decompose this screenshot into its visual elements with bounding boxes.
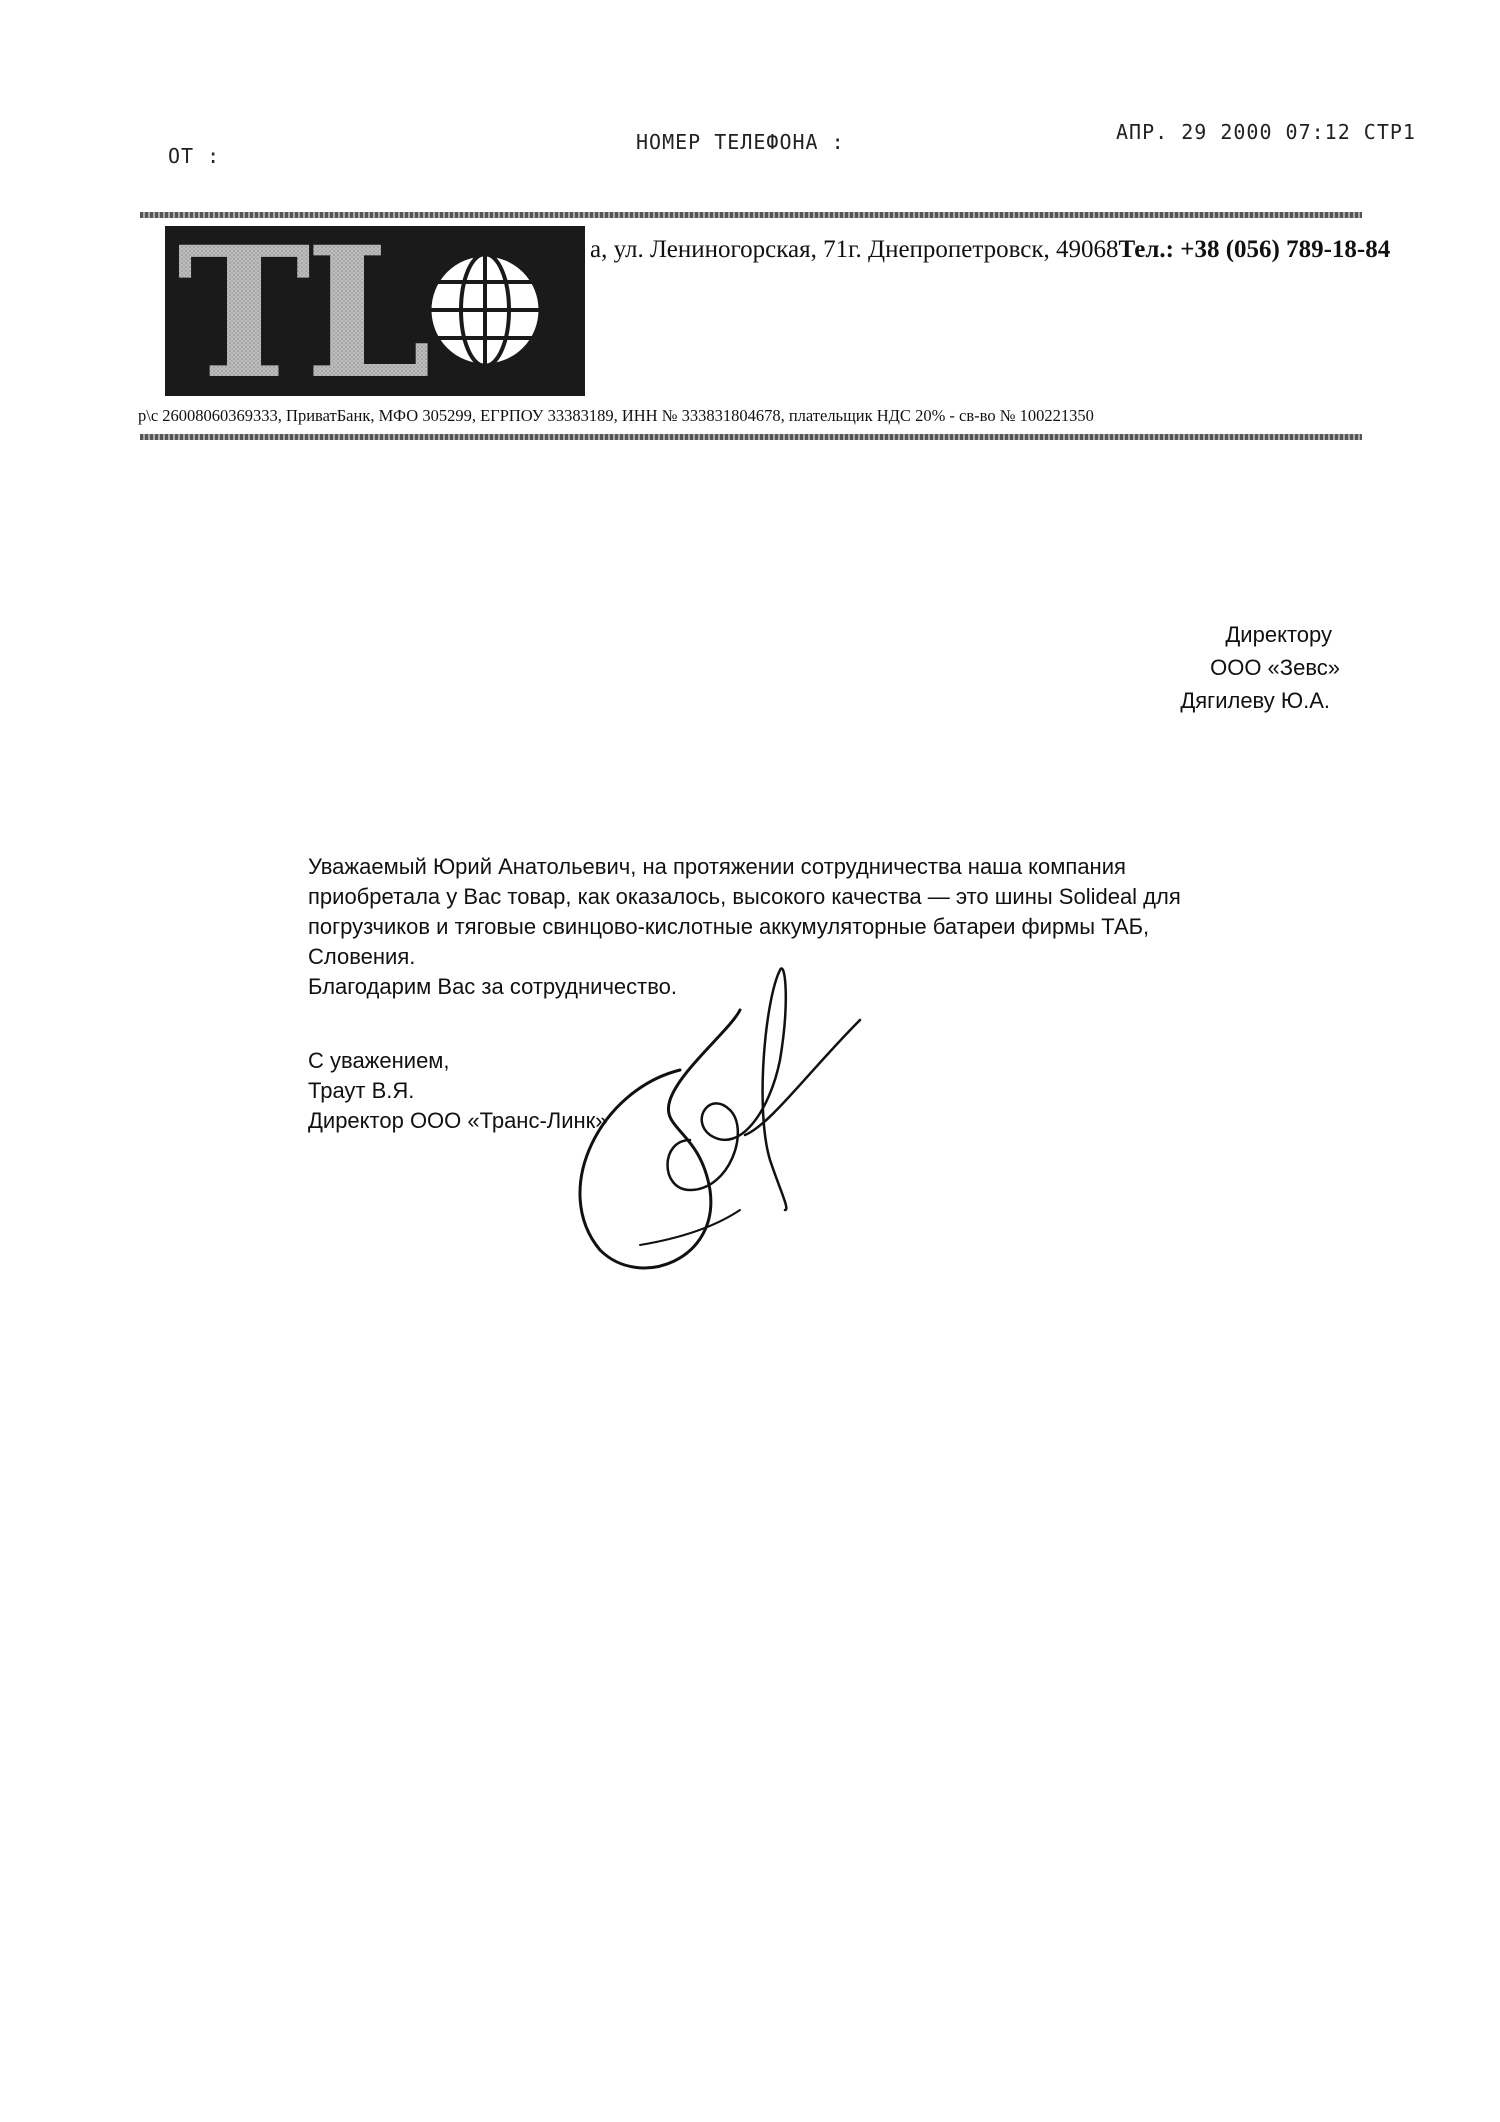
signatory-position: Директор ООО «Транс-Линк» [308,1108,608,1133]
company-phone: Тел.: +38 (056) 789-18-84 [1118,236,1391,263]
fax-phone: НОМЕР ТЕЛЕФОНА : [636,130,845,154]
fax-from: ОТ : [168,144,221,168]
recipient-block [1180,618,1340,717]
company-address: а, ул. Лениногорская, 71г. Днепропетровск, 49068 [590,236,1119,263]
company-logo [165,226,585,396]
recipient-company: ООО «Зевс» [1210,655,1340,680]
recipient-name: Дягилеву Ю.А. [1180,688,1330,713]
recipient-title: Директору [1225,622,1332,647]
body-line: приобретала у Вас товар, как оказалось, высокого качества — это шины Solideal для [308,884,1181,909]
closing-greeting: С уважением, [308,1048,450,1073]
letterhead-top-rule [140,212,1362,218]
logo-lettering: TL [177,226,426,396]
letterhead-address-line [590,236,1390,264]
fax-date: АПР. 29 2000 07:12 СТР1 [1116,120,1416,144]
globe-icon [429,254,541,366]
body-line: Словения. [308,944,416,969]
handwritten-signature [540,960,900,1280]
fax-header [0,0,1500,170]
logo-graphic [165,226,585,396]
thanks-line: Благодарим Вас за сотрудничество. [308,974,678,999]
body-line: Уважаемый Юрий Анатольевич, на протяжении сотрудничества наша компания [308,854,1126,879]
signatory-name: Траут В.Я. [308,1078,415,1103]
letterhead-bottom-rule [140,434,1362,440]
bank-details: р\с 26008060369333, ПриватБанк, МФО 305299, ЕГРПОУ 33383189, ИНН № 333831804678, плательщик НДС 20% - св-во № 100221350 [138,406,1094,425]
body-line: погрузчиков и тяговые свинцово-кислотные аккумуляторные батареи фирмы ТАБ, [308,914,1150,939]
